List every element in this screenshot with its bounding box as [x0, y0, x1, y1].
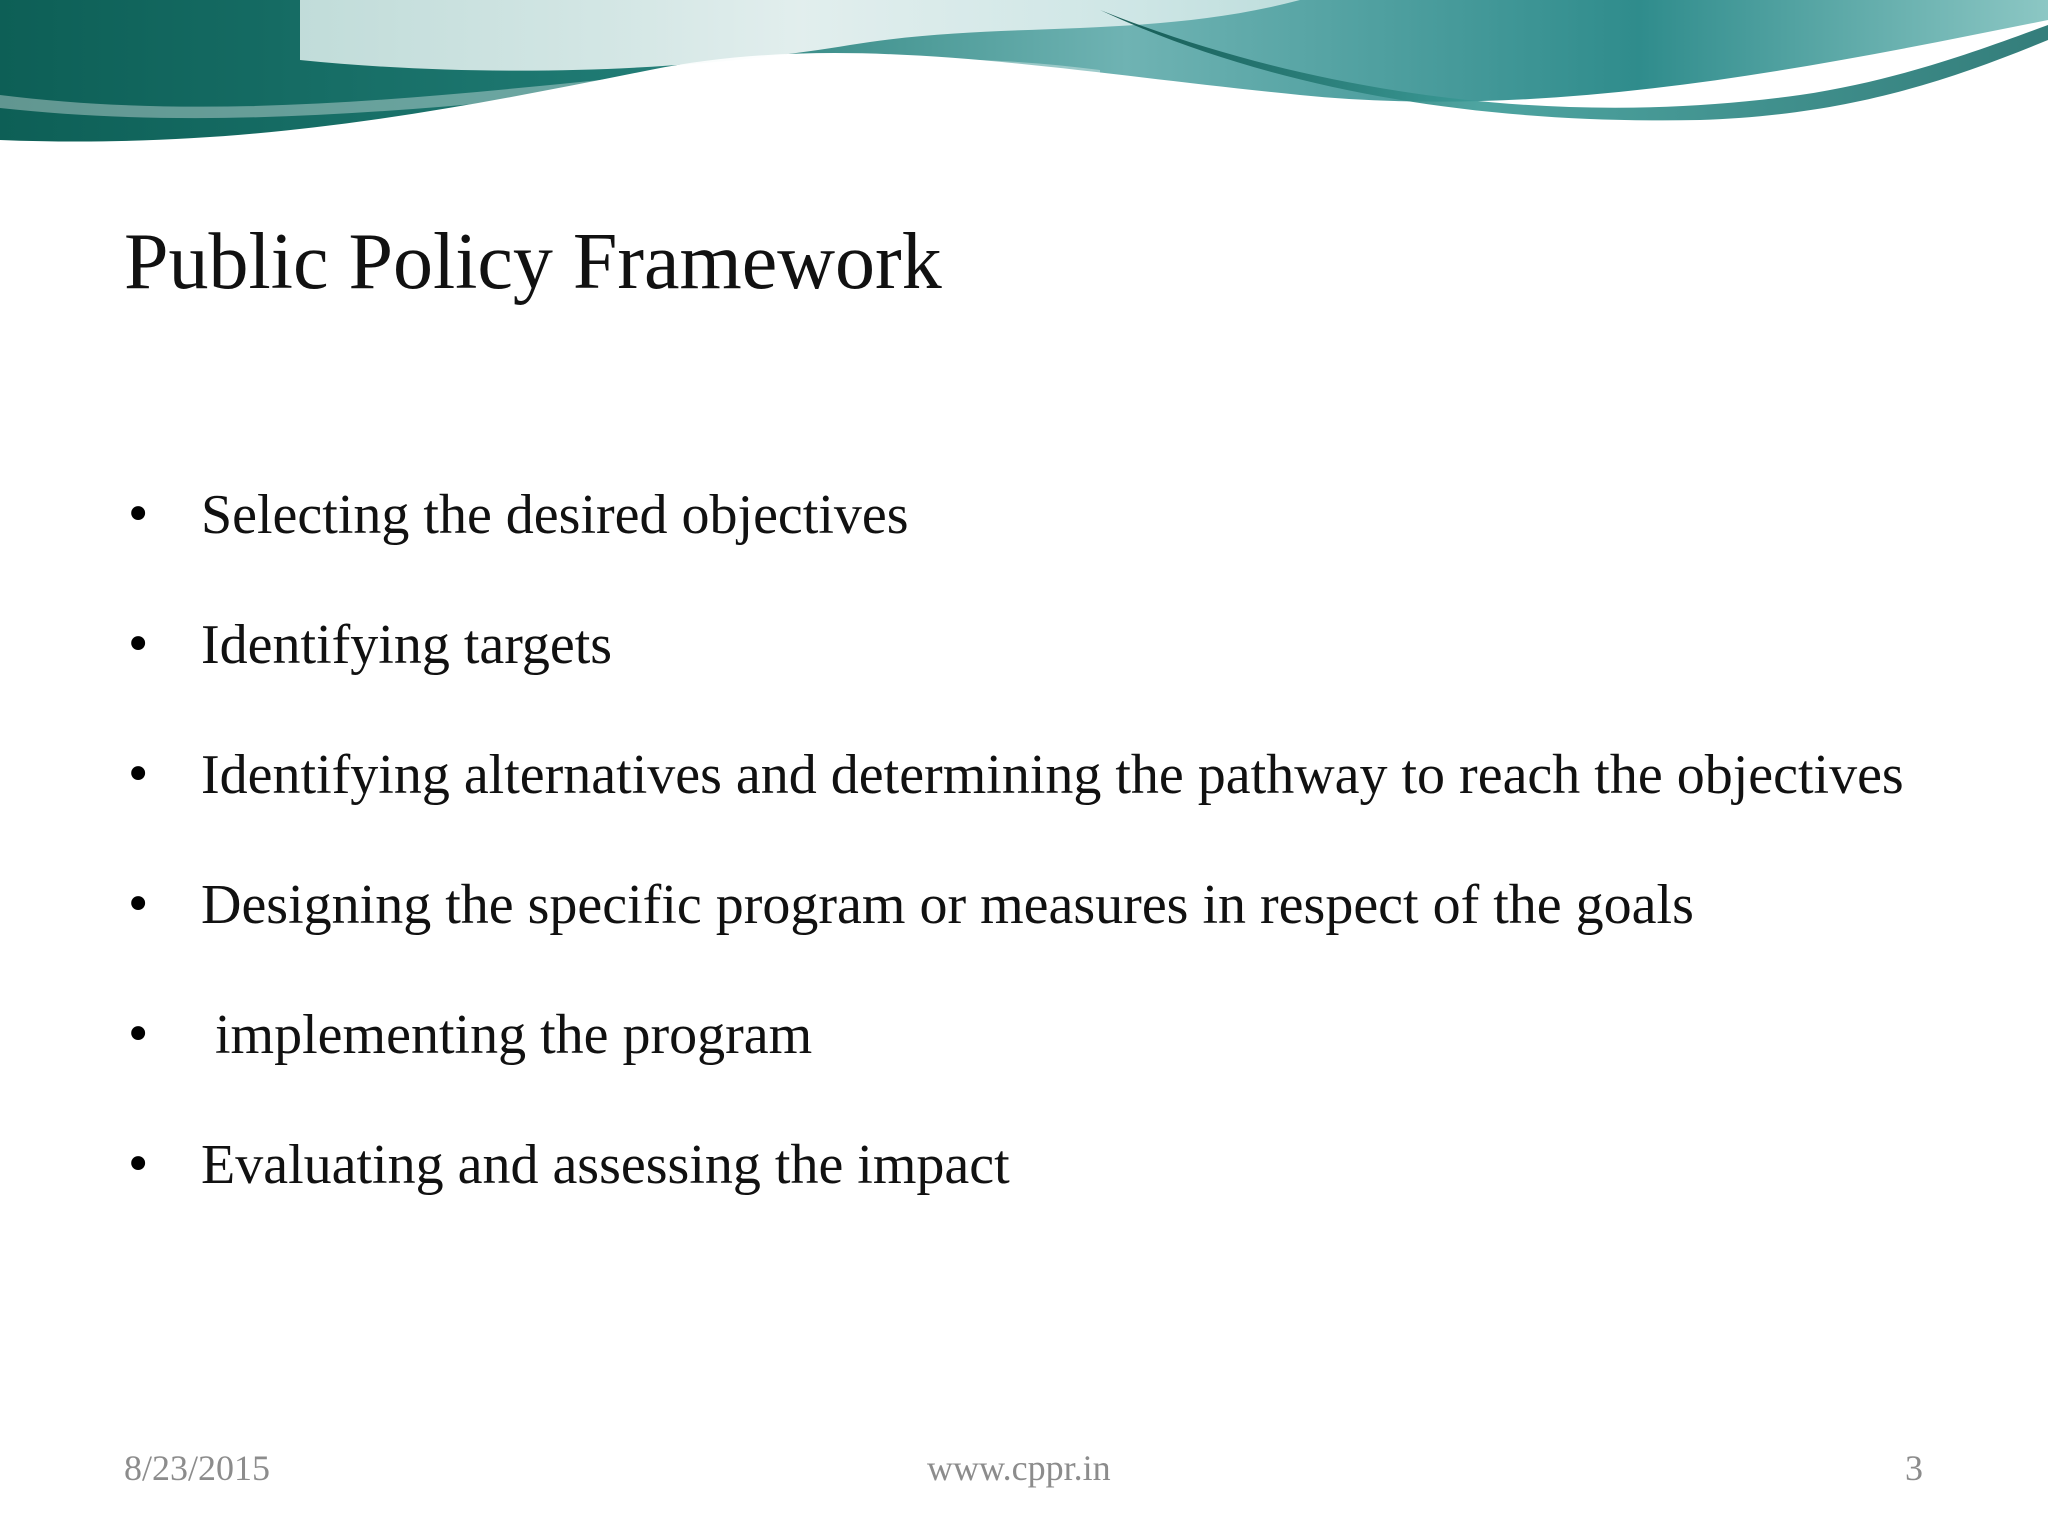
- bullet-item: [124, 1100, 1944, 1230]
- bullet-item: [124, 450, 1944, 580]
- decorative-wave-banner: [0, 0, 2048, 160]
- bullet-text: Selecting the desired objectives: [201, 484, 909, 546]
- footer-date: 8/23/2015: [124, 1448, 271, 1488]
- bullet-text: Evaluating and assessing the impact: [201, 1134, 1010, 1196]
- bullet-dot-icon: •: [124, 617, 153, 673]
- bullet-text: Designing the specific program or measures in respect of the goals: [201, 874, 1694, 936]
- slide-number: 3: [1905, 1448, 1923, 1488]
- bullet-item: [124, 710, 1944, 840]
- bullet-dot-icon: •: [124, 877, 153, 933]
- bullet-item: [124, 970, 1944, 1100]
- bullet-list: [124, 450, 1944, 1230]
- bullet-text: Identifying targets: [201, 614, 613, 676]
- bullet-dot-icon: •: [124, 747, 153, 803]
- bullet-dot-icon: •: [124, 487, 153, 543]
- footer-url: www.cppr.in: [927, 1448, 1111, 1488]
- bullet-text: Identifying alternatives and determining the pathway to reach the objectives: [201, 744, 1904, 806]
- bullet-item: [124, 580, 1944, 710]
- bullet-dot-icon: •: [124, 1007, 153, 1063]
- bullet-text: implementing the program: [201, 1004, 813, 1066]
- bullet-dot-icon: •: [124, 1137, 153, 1193]
- slide-title: Public Policy Framework: [124, 218, 942, 306]
- bullet-item: [124, 840, 1944, 970]
